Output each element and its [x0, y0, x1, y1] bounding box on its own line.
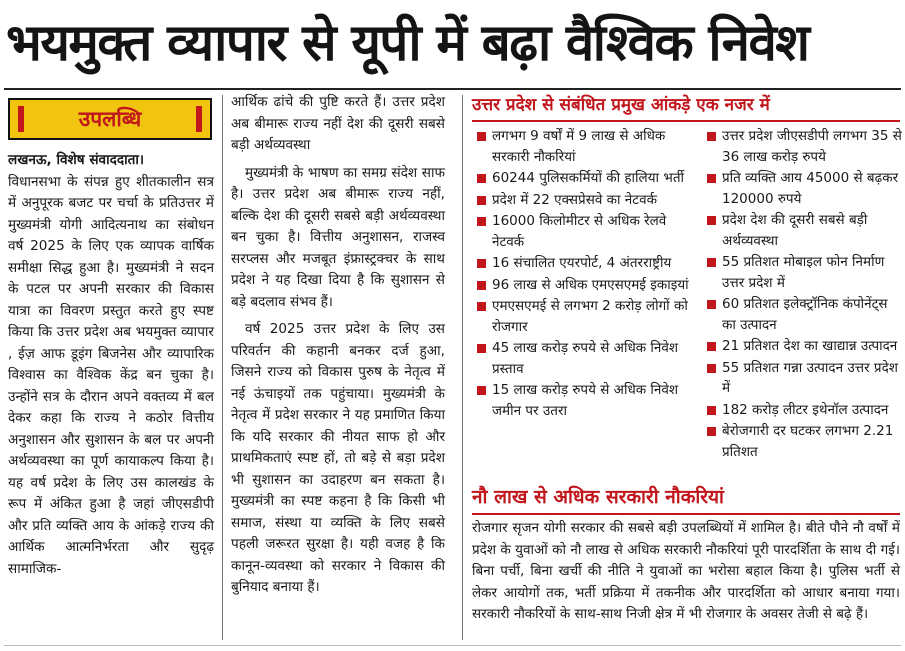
- stat-item: 182 करोड़ लीटर इथेनॉल उत्पादन: [706, 400, 902, 421]
- stats-list-right: [706, 126, 902, 463]
- headline-rule: [4, 88, 901, 90]
- article-paragraph: वर्ष 2025 उत्तर प्रदेश के लिए उस परिवर्तन की कहानी बनकर दर्ज हुआ, जिसने राज्य को विकास पुरुष के नेतृत्व में नई ऊंचाइयों तक पहुंचाया। मुख्यमंत्री के नेतृत्व में प्रदेश सरकार ने यह प्रमाणित किया कि यदि सरकार की नीयत साफ हो और प्राथमिकताएं स्पष्ट हों, तो बड़े से बड़ा प्रदेश भी सुशासन का उदाहरण बन सकता है। मुख्यमंत्री का स्पष्ट कहना है कि किसी भी समाज, संस्था या व्यक्ति के लिए सबसे पहली जरूरत सुरक्षा है। यही वजह है कि कानून-व्यवस्था को सरकार ने विकास की बुनियाद बनाया हैं।: [231, 321, 445, 595]
- article-paragraph: आर्थिक ढांचे की पुष्टि करते हैं। उत्तर प्रदेश अब बीमारू राज्य नहीं देश की दूसरी सबसे बड़ी अर्थव्यवस्था: [231, 94, 445, 153]
- article-column-1: [8, 98, 214, 580]
- jobs-section-title: नौ लाख से अधिक सरकारी नौकरियां: [472, 483, 900, 515]
- stat-item: उत्तर प्रदेश जीएसडीपी लगभग 35 से 36 लाख करोड़ रुपये: [706, 126, 902, 167]
- bottom-rule: [4, 645, 901, 646]
- stat-item: 15 लाख करोड़ रुपये से अधिक निवेश जमीन पर उतरा: [476, 380, 698, 421]
- column-divider: [462, 95, 463, 640]
- article-paragraph: मुख्यमंत्री के भाषण का समग्र संदेश साफ है। उत्तर प्रदेश अब बीमारू राज्य नहीं, बल्कि देश की दूसरी सबसे बड़ी अर्थव्यवस्था बन चुका है। वित्तीय अनुशासन, राजस्व सरप्लस और मजबूत इंफ्रास्ट्रक्चर के साथ प्रदेश ने यह दिखा दिया है कि सुशासन से बड़े बदलाव संभव हैं।: [231, 164, 445, 310]
- stat-item: 16000 किलोमीटर से अधिक रेलवे नेटवर्क: [476, 211, 698, 252]
- stat-item: 55 प्रतिशत मोबाइल फोन निर्माण उत्तर प्रदेश में: [706, 252, 902, 293]
- section-tag-label: उपलब्धि: [78, 107, 142, 131]
- jobs-section-text: रोजगार सृजन योगी सरकार की सबसे बड़ी उपलब्धियों में शामिल है। बीते पौने नौ वर्षों में प्रदेश के युवाओं को नौ लाख से अधिक सरकारी नौकरियां पूरी पारदर्शिता के साथ दी गई। बिना पर्ची, बिना खर्ची की नीति ने युवाओं का भरोसा बहाल किया है। पुलिस भर्ती से लेकर आयोगों तक, भर्ती प्रक्रिया में तकनीक और पारदर्शिता को आधार बनाया गया। सरकारी नौकरियों के साथ-साथ निजी क्षेत्र में भी रोजगार के अवसर तेजी से बढ़े हैं।: [472, 520, 900, 622]
- stat-item: 21 प्रतिशत देश का खाद्यान्न उत्पादन: [706, 336, 902, 357]
- stat-item: एमएसएमई से लगभग 2 करोड़ लोगों को रोजगार: [476, 296, 698, 337]
- dateline: लखनऊ, विशेष संवाददाता।: [8, 152, 145, 168]
- section-tag: [8, 98, 212, 140]
- stat-item: प्रदेश में 22 एक्सप्रेसवे का नेटवर्क: [476, 190, 698, 211]
- stat-item: 55 प्रतिशत गन्ना उत्पादन उत्तर प्रदेश में: [706, 358, 902, 399]
- stats-list-left: [476, 126, 698, 422]
- stat-item: 16 संचालित एयरपोर्ट, 4 अंतरराष्ट्रीय: [476, 253, 698, 274]
- stat-item: 45 लाख करोड़ रुपये से अधिक निवेश प्रस्ताव: [476, 338, 698, 379]
- stat-item: प्रदेश देश की दूसरी सबसे बड़ी अर्थव्यवस्था: [706, 210, 902, 251]
- stat-item: लगभग 9 वर्षों में 9 लाख से अधिक सरकारी नौकरियां: [476, 126, 698, 167]
- headline: भयमुक्त व्यापार से यूपी में बढ़ा वैश्विक निवेश: [6, 14, 809, 73]
- stat-item: प्रति व्यक्ति आय 45000 से बढ़कर 120000 रुपये: [706, 168, 902, 209]
- stat-item: 60 प्रतिशत इलेक्ट्रॉनिक कंपोनेंट्स का उत्पादन: [706, 294, 902, 335]
- column-divider: [222, 95, 223, 640]
- stat-item: 60244 पुलिसकर्मियों की हालिया भर्ती: [476, 168, 698, 189]
- article-column-2: [231, 92, 445, 599]
- stat-item: 96 लाख से अधिक एमएसएमई इकाइयां: [476, 275, 698, 296]
- stats-box-title: उत्तर प्रदेश से संबंधित प्रमुख आंकड़े एक नजर में: [472, 93, 900, 122]
- stat-item: बेरोजगारी दर घटकर लगभग 2.21 प्रतिशत: [706, 421, 902, 462]
- article-paragraph: विधानसभा के संपन्न हुए शीतकालीन सत्र में अनुपूरक बजट पर चर्चा के प्रतिउत्तर में मुख्यमंत्री योगी आदित्यनाथ का संबोधन वर्ष 2025 के लिए एक व्यापक वार्षिक समीक्षा सिद्ध हुआ है। मुख्यमंत्री ने सदन के पटल पर अपनी सरकार की विकास यात्रा का विवरण प्रस्तुत करते हुए स्पष्ट किया कि उत्तर प्रदेश अब भयमुक्त व्यापार , ईज़ आफ डूइंग बिजनेस और व्यापारिक विश्वास का वैश्विक केंद्र बन चुका है। उन्होंने सत्र के दौरान अपने वक्तव्य में बल देकर कहा कि राज्य ने कठोर वित्तीय अनुशासन और सुशासन के बल पर अपनी अर्थव्यवस्था का पूर्ण कायाकल्प किया है। यह वर्ष प्रदेश के लिए उस कालखंड के रूप में अंकित हुआ है जहां जीएसडीपी और प्रति व्यक्ति आय के आंकड़े राज्य की आर्थिक आत्मनिर्भरता और सुदृढ़ सामाजिक-: [8, 173, 214, 577]
